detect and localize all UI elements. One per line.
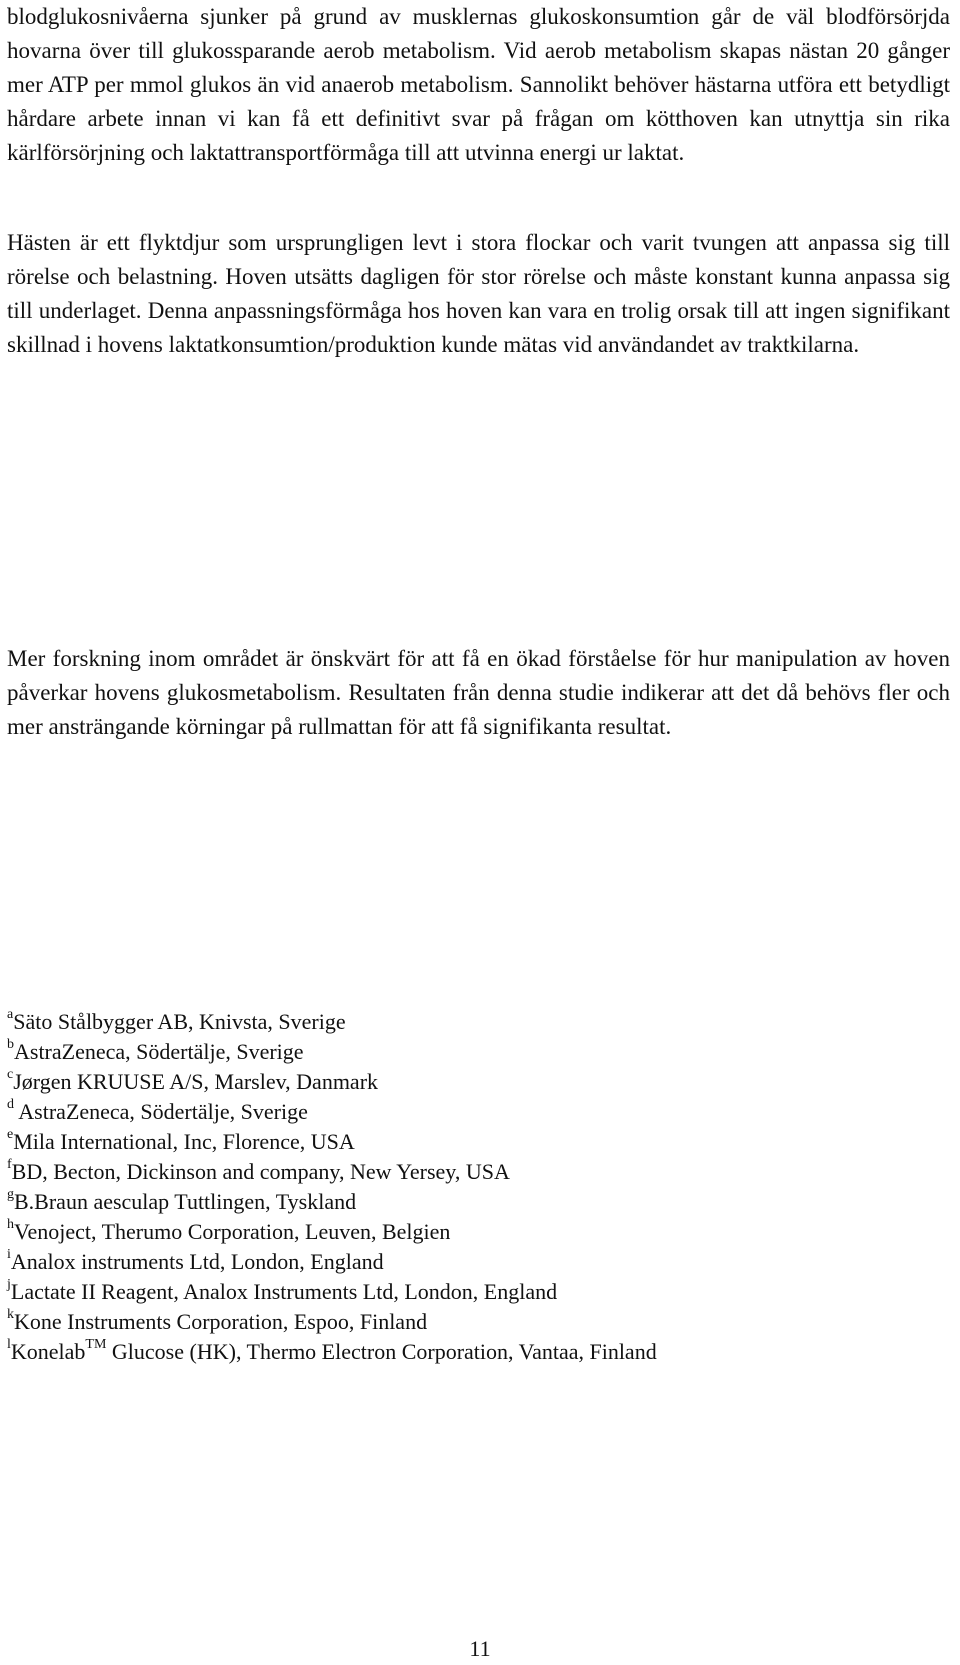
footnote-item (7, 1337, 907, 1367)
footnote-item (7, 1307, 907, 1337)
footnote-text: Kone Instruments Corporation, Espoo, Finland (14, 1309, 428, 1334)
footnote-item (7, 1037, 907, 1067)
paragraph-continued (7, 0, 950, 170)
footnote-text: Säto Stålbygger AB, Knivsta, Sverige (13, 1009, 346, 1034)
footnote-text: B.Braun aesculap Tuttlingen, Tyskland (14, 1189, 357, 1214)
footnote-item (7, 1067, 907, 1097)
footnote-item (7, 1277, 907, 1307)
footnote-item (7, 1127, 907, 1157)
footnote-text: Mila International, Inc, Florence, USA (13, 1129, 355, 1154)
footnote-mark: k (7, 1306, 14, 1322)
footnote-text: BD, Becton, Dickinson and company, New Yersey, USA (11, 1159, 510, 1184)
footnote-item (7, 1247, 907, 1277)
footnote-mark: l (7, 1336, 11, 1352)
paragraph-text: Mer forskning inom området är önskvärt för att få en ökad förståelse för hur manipulation av hoven påverkar hovens glukosmetabolism. Resultaten från denna studie indikerar att det då behövs fler och mer ansträngande körningar på rullmattan för att få signifikanta resultat. (7, 646, 950, 739)
footnote-mark: c (7, 1066, 14, 1082)
footnote-mark: f (7, 1156, 12, 1172)
footnote-mark: d (7, 1096, 14, 1112)
footnote-item (7, 1187, 907, 1217)
footnote-text: Konelab (10, 1339, 86, 1364)
footnote-mark: b (7, 1036, 14, 1052)
footnote-text-continued: Glucose (HK), Thermo Electron Corporation, Vantaa, Finland (106, 1339, 657, 1364)
footnotes-list (7, 1007, 907, 1367)
footnote-mark: i (7, 1246, 11, 1262)
footnote-text: AstraZeneca, Södertälje, Sverige (14, 1099, 308, 1124)
footnote-item (7, 1217, 907, 1247)
footnote-text: Venoject, Therumo Corporation, Leuven, Belgien (14, 1219, 451, 1244)
footnote-text: AstraZeneca, Södertälje, Sverige (14, 1039, 304, 1064)
footnote-item (7, 1097, 907, 1127)
paragraph-text: blodglukosnivåerna sjunker på grund av musklernas glukoskonsumtion går de väl blodförsörjda hovarna över till glukossparande aerob metabolism. Vid aerob metabolism skapas nästan 20 gånger mer ATP per mmol glukos än vid anaerob metabolism. Sannolikt behöver hästarna utföra ett betydligt hårdare arbete innan vi kan få ett definitivt svar på frågan om kötthoven kan utnyttja sin rika kärlförsörjning och laktattransportförmåga till att utvinna energi ur laktat. (7, 4, 950, 165)
footnote-text: Lactate II Reagent, Analox Instruments Ltd, London, England (10, 1279, 558, 1304)
paragraph-flight-animal (7, 226, 950, 362)
footnote-mark: a (7, 1006, 14, 1022)
footnote-mark: g (7, 1186, 14, 1202)
footnote-text: Analox instruments Ltd, London, England (10, 1249, 384, 1274)
footnote-item (7, 1007, 907, 1037)
paragraph-further-research (7, 642, 950, 744)
footnote-mark: e (7, 1126, 14, 1142)
trademark-mark: TM (85, 1336, 107, 1352)
footnote-mark: h (7, 1216, 14, 1232)
footnote-text: Jørgen KRUUSE A/S, Marslev, Danmark (13, 1069, 379, 1094)
footnote-item (7, 1157, 907, 1187)
page-number: 11 (469, 1636, 491, 1661)
paragraph-text: Hästen är ett flyktdjur som ursprungligen levt i stora flockar och varit tvungen att anpassa sig till rörelse och belastning. Hoven utsätts dagligen för stor rörelse och måste konstant kunna anpassa sig till underlaget. Denna anpassningsförmåga hos hoven kan vara en trolig orsak till att ingen signifikant skillnad i hovens laktatkonsumtion/produktion kunde mätas vid användandet av traktkilarna. (7, 230, 950, 357)
footnote-mark: j (7, 1276, 11, 1292)
